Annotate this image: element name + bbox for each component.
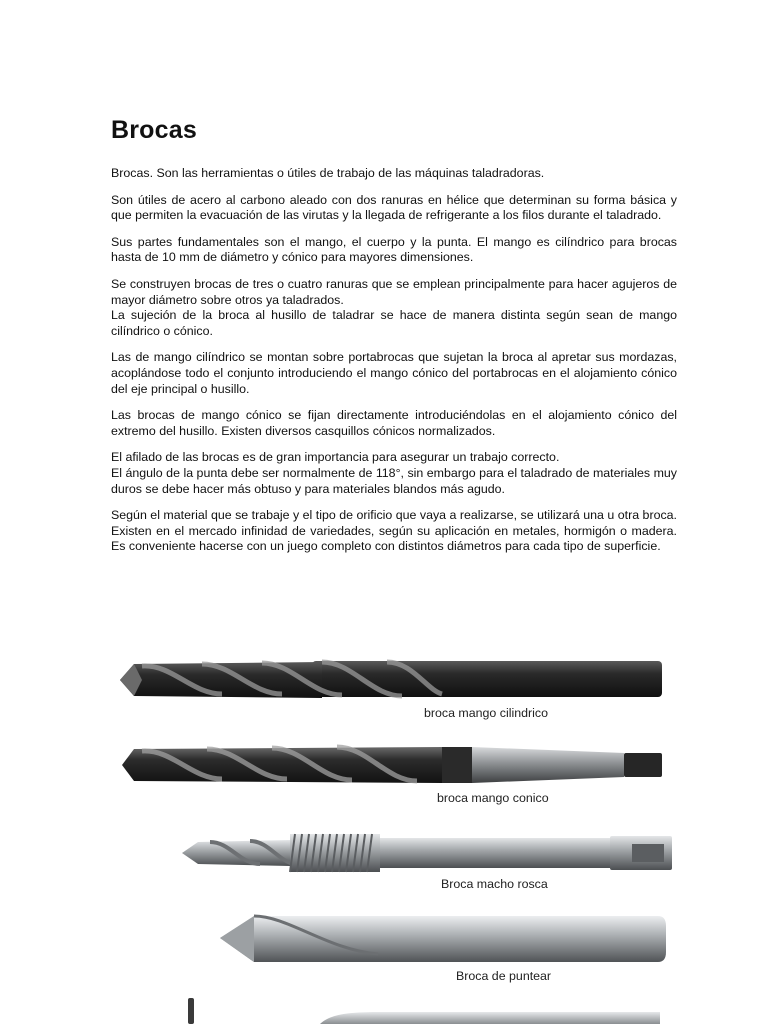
drill-partial-icon: [180, 996, 670, 1024]
caption-tap-drill: Broca macho rosca: [441, 877, 548, 891]
caption-spot-drill: Broca de puntear: [456, 969, 552, 983]
article-body: [111, 166, 677, 566]
caption-taper-shank: broca mango conico: [437, 791, 549, 805]
spot-drill-icon: [218, 910, 668, 970]
paragraph-intro: Brocas. Son las herramientas o útiles de trabajo de las máquinas taladradoras.: [111, 166, 545, 180]
twist-drill-straight-shank-icon: [112, 650, 672, 710]
paragraph-taper-shank: Las brocas de mango cónico se fijan directamente introduciéndolas en el alojamiento cónico del extremo del husillo. Existen diversos casquillos cónicos normalizados.: [111, 408, 677, 438]
paragraph-selection: Según el material que se trabaje y el tipo de orificio que vaya a realizarse, se utilizará una u otra broca. Existen en el mercado infinidad de variedades, según su aplicación en metales, hormigón o madera. Es conveniente hacerse con un juego completo con distintos diámetros para cada tipo de superficie.: [111, 508, 677, 554]
twist-drill-taper-shank-icon: [112, 735, 672, 795]
paragraph-sharpening: El afilado de las brocas es de gran importancia para asegurar un trabajo correcto.: [111, 450, 560, 465]
paragraph-straight-shank: Las de mango cilíndrico se montan sobre portabrocas que sujetan la broca al apretar sus mordazas, acoplándose todo el conjunto introduciendo el mango cónico del portabrocas en el alojamiento cónico del eje principal o husillo.: [111, 350, 677, 396]
page-title: Brocas: [111, 116, 197, 144]
paragraph-angle: El ángulo de la punta debe ser normalmente de 118°, sin embargo para el taladrado de materiales muy duros se debe hacer más obtuso y para materiales blandos más agudo.: [111, 465, 677, 496]
paragraph-flutes: Se construyen brocas de tres o cuatro ranuras que se emplean principalmente para hacer agujeros de mayor diámetro sobre otros ya taladrados.: [111, 276, 677, 307]
paragraph-clamping: La sujeción de la broca al husillo de taladrar se hace de manera distinta según sean de mango cilíndrico o cónico.: [111, 308, 677, 338]
caption-straight-shank: broca mango cilindrico: [424, 706, 548, 720]
tap-drill-icon: [180, 826, 675, 880]
paragraph-parts: Sus partes fundamentales son el mango, el cuerpo y la punta. El mango es cilíndrico para brocas hasta de 10 mm de diámetro y cónico para mayores dimensiones.: [111, 234, 677, 265]
paragraph-material: Son útiles de acero al carbono aleado con dos ranuras en hélice que determinan su forma básica y que permiten la evacuación de las virutas y la llegada de refrigerante a los filos durante el taladrado.: [111, 192, 677, 223]
